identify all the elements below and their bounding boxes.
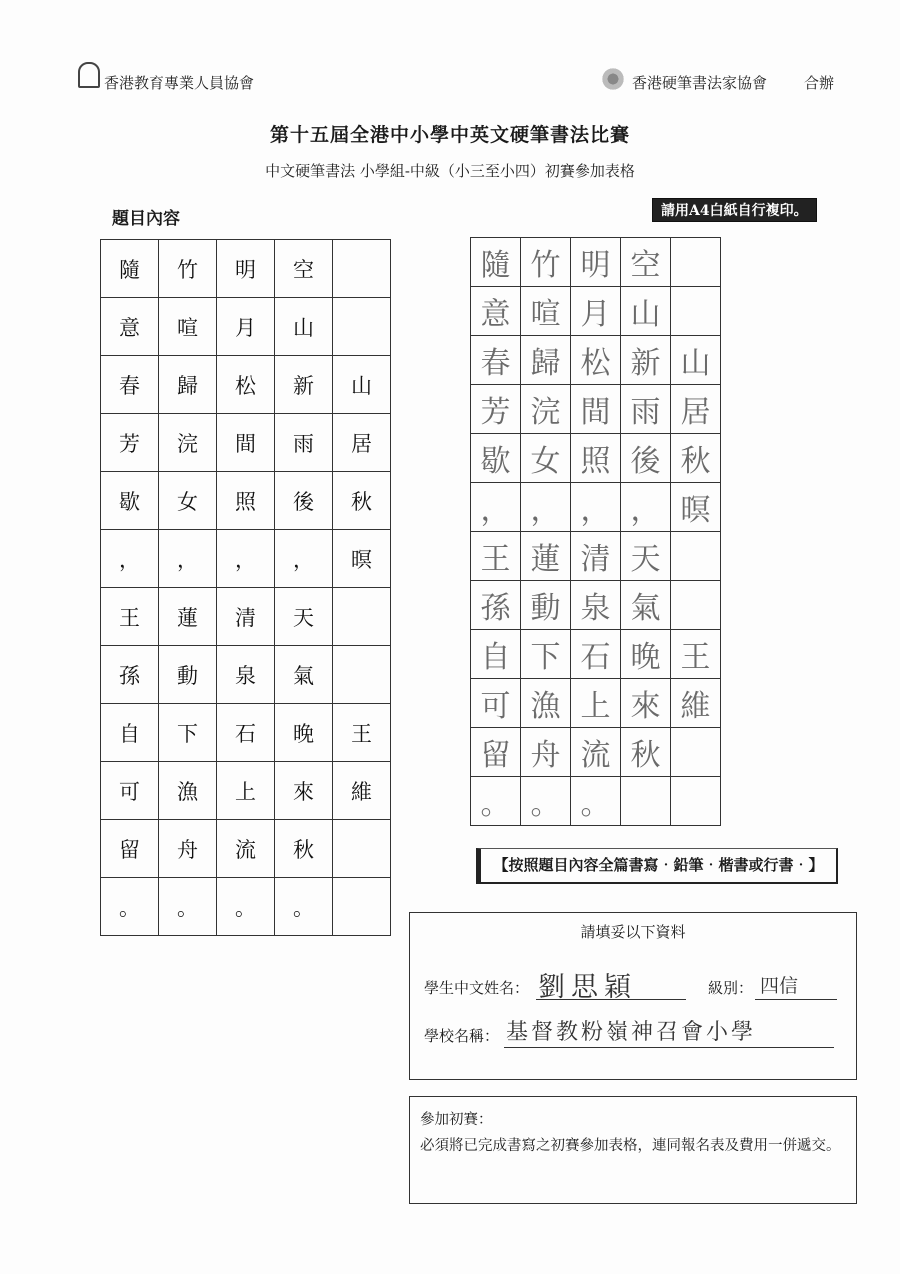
grid-cell	[671, 532, 721, 581]
grid-cell: 動	[521, 581, 571, 630]
grid-row	[101, 530, 391, 588]
grid-cell: 空	[275, 240, 333, 298]
grid-cell: ，	[159, 530, 217, 588]
co-organize-label: 合辦	[804, 74, 835, 92]
grid-cell	[333, 820, 391, 878]
grid-row	[471, 630, 721, 679]
grid-cell: 春	[471, 336, 521, 385]
grid-cell: 歇	[471, 434, 521, 483]
grid-cell: 王	[671, 630, 721, 679]
grid-cell: 流	[217, 820, 275, 878]
grid-cell: 流	[571, 728, 621, 777]
school-label: 學校名稱：	[424, 1027, 500, 1045]
grid-cell: 意	[471, 287, 521, 336]
grid-row	[471, 532, 721, 581]
grid-row	[101, 762, 391, 820]
name-underline	[536, 999, 686, 1000]
grid-row	[101, 704, 391, 762]
grid-row	[471, 483, 721, 532]
handwriting-grid	[470, 237, 721, 826]
grid-cell: 留	[101, 820, 159, 878]
topic-label: 題目內容	[112, 209, 180, 229]
organizer-right: 香港硬筆書法家協會	[632, 74, 768, 92]
grid-cell: 秋	[671, 434, 721, 483]
grid-cell: 舟	[521, 728, 571, 777]
grid-cell: 松	[217, 356, 275, 414]
grid-row	[101, 588, 391, 646]
grid-cell: 秋	[621, 728, 671, 777]
grid-cell: 上	[571, 679, 621, 728]
school-value[interactable]: 基督教粉嶺神召會小學	[506, 1020, 757, 1045]
grid-cell: 天	[275, 588, 333, 646]
grid-cell: 天	[621, 532, 671, 581]
grid-cell: 竹	[159, 240, 217, 298]
grid-cell: 照	[217, 472, 275, 530]
grid-cell: 。	[159, 878, 217, 936]
class-underline	[755, 999, 837, 1000]
competition-title: 第十五屆全港中小學中英文硬筆書法比賽	[269, 124, 630, 146]
grid-cell: 月	[571, 287, 621, 336]
grid-cell: 浣	[159, 414, 217, 472]
grid-cell: 明	[571, 238, 621, 287]
grid-cell: 王	[333, 704, 391, 762]
grid-cell: 孫	[101, 646, 159, 704]
grid-cell: ，	[101, 530, 159, 588]
grid-cell: 芳	[471, 385, 521, 434]
printed-poem-grid	[100, 239, 391, 936]
grid-cell: 來	[275, 762, 333, 820]
grid-cell: 留	[471, 728, 521, 777]
grid-row	[471, 385, 721, 434]
grid-row	[101, 240, 391, 298]
grid-cell: 動	[159, 646, 217, 704]
grid-cell: 後	[621, 434, 671, 483]
grid-cell: 芳	[101, 414, 159, 472]
grid-cell: ，	[621, 483, 671, 532]
grid-cell: 間	[217, 414, 275, 472]
student-name-label: 學生中文姓名：	[424, 979, 530, 997]
student-info-box	[409, 912, 857, 1080]
info-box-title: 請填妥以下資料	[580, 923, 686, 941]
grid-cell: 山	[333, 356, 391, 414]
grid-row	[471, 581, 721, 630]
grid-row	[471, 287, 721, 336]
grid-row	[101, 298, 391, 356]
grid-row	[471, 728, 721, 777]
grid-cell: ，	[217, 530, 275, 588]
grid-cell: 舟	[159, 820, 217, 878]
grid-cell: 清	[217, 588, 275, 646]
grid-cell: 晚	[621, 630, 671, 679]
grid-row	[101, 356, 391, 414]
grid-cell: 。	[275, 878, 333, 936]
grid-row	[471, 434, 721, 483]
grid-cell: 月	[217, 298, 275, 356]
grid-cell	[621, 777, 671, 826]
grid-cell: 孫	[471, 581, 521, 630]
grid-cell: 上	[217, 762, 275, 820]
grid-cell: 晚	[275, 704, 333, 762]
grid-row	[101, 820, 391, 878]
grid-cell: 石	[217, 704, 275, 762]
grid-cell: 泉	[571, 581, 621, 630]
a4-copy-note: 請用A4白紙自行複印。	[652, 198, 817, 222]
grid-row	[471, 777, 721, 826]
grid-cell: 石	[571, 630, 621, 679]
grid-cell: 隨	[101, 240, 159, 298]
organizer-left: 香港教育專業人員協會	[104, 74, 255, 92]
grid-row	[101, 646, 391, 704]
grid-cell: 竹	[521, 238, 571, 287]
grid-cell: 維	[333, 762, 391, 820]
grid-row	[101, 878, 391, 936]
class-label: 級別：	[708, 979, 754, 997]
grid-row	[471, 238, 721, 287]
grid-cell: 可	[471, 679, 521, 728]
grid-cell: 泉	[217, 646, 275, 704]
grid-cell: 蓮	[159, 588, 217, 646]
grid-cell: 歸	[521, 336, 571, 385]
grid-cell: 。	[471, 777, 521, 826]
grid-cell	[333, 878, 391, 936]
grid-cell: 意	[101, 298, 159, 356]
grid-cell: 居	[671, 385, 721, 434]
grid-cell: 隨	[471, 238, 521, 287]
grid-cell: 。	[571, 777, 621, 826]
grid-cell: 。	[101, 878, 159, 936]
grid-cell: 下	[159, 704, 217, 762]
grid-cell: 後	[275, 472, 333, 530]
grid-cell: 雨	[275, 414, 333, 472]
grid-cell: 居	[333, 414, 391, 472]
grid-cell: 山	[275, 298, 333, 356]
submission-note-box	[409, 1096, 857, 1204]
grid-cell	[671, 728, 721, 777]
grid-cell	[671, 238, 721, 287]
grid-cell: 歸	[159, 356, 217, 414]
writing-instruction: 【按照題目內容全篇書寫‧鉛筆‧楷書或行書‧】	[476, 848, 838, 884]
grid-cell: ，	[275, 530, 333, 588]
grid-cell: 松	[571, 336, 621, 385]
school-underline	[504, 1047, 834, 1048]
grid-row	[101, 472, 391, 530]
grid-cell: 春	[101, 356, 159, 414]
grid-cell: 氣	[621, 581, 671, 630]
grid-cell: 明	[217, 240, 275, 298]
grid-cell: 女	[159, 472, 217, 530]
grid-cell: ，	[471, 483, 521, 532]
grid-cell	[333, 298, 391, 356]
grid-cell: 清	[571, 532, 621, 581]
grid-cell: ，	[571, 483, 621, 532]
grid-cell: 來	[621, 679, 671, 728]
grid-cell: 照	[571, 434, 621, 483]
class-value[interactable]: 四信	[760, 975, 799, 997]
grid-cell: 自	[101, 704, 159, 762]
calligraphy-association-logo	[598, 64, 628, 94]
grid-cell: 歇	[101, 472, 159, 530]
grid-cell: 新	[275, 356, 333, 414]
grid-cell: 秋	[275, 820, 333, 878]
grid-cell: 山	[671, 336, 721, 385]
form-subtitle: 中文硬筆書法 小學組-中級（小三至小四）初賽參加表格	[265, 162, 635, 180]
grid-cell	[333, 588, 391, 646]
grid-cell: 雨	[621, 385, 671, 434]
grid-cell: 漁	[159, 762, 217, 820]
note-heading: 參加初賽：	[420, 1112, 493, 1128]
grid-cell: 維	[671, 679, 721, 728]
grid-cell: ，	[521, 483, 571, 532]
grid-cell: 秋	[333, 472, 391, 530]
note-body: 必須將已完成書寫之初賽參加表格，連同報名表及費用一併遞交。	[420, 1138, 841, 1154]
grid-cell: 蓮	[521, 532, 571, 581]
grid-cell: 。	[521, 777, 571, 826]
grid-row	[471, 336, 721, 385]
grid-cell: 新	[621, 336, 671, 385]
grid-cell: 。	[217, 878, 275, 936]
grid-cell: 氣	[275, 646, 333, 704]
hkptu-logo	[78, 62, 100, 88]
grid-cell: 可	[101, 762, 159, 820]
grid-row	[471, 679, 721, 728]
grid-cell: 暝	[333, 530, 391, 588]
grid-cell	[671, 287, 721, 336]
grid-cell: 自	[471, 630, 521, 679]
grid-cell: 喧	[159, 298, 217, 356]
grid-cell	[333, 646, 391, 704]
grid-cell: 浣	[521, 385, 571, 434]
grid-cell: 王	[101, 588, 159, 646]
grid-cell: 喧	[521, 287, 571, 336]
grid-row	[101, 414, 391, 472]
grid-cell: 王	[471, 532, 521, 581]
grid-cell	[671, 777, 721, 826]
grid-cell: 漁	[521, 679, 571, 728]
grid-cell: 間	[571, 385, 621, 434]
grid-cell: 空	[621, 238, 671, 287]
grid-cell: 山	[621, 287, 671, 336]
grid-cell	[671, 581, 721, 630]
grid-cell: 暝	[671, 483, 721, 532]
grid-cell: 女	[521, 434, 571, 483]
grid-cell	[333, 240, 391, 298]
grid-cell: 下	[521, 630, 571, 679]
student-name-value[interactable]: 劉思穎	[538, 972, 637, 1003]
